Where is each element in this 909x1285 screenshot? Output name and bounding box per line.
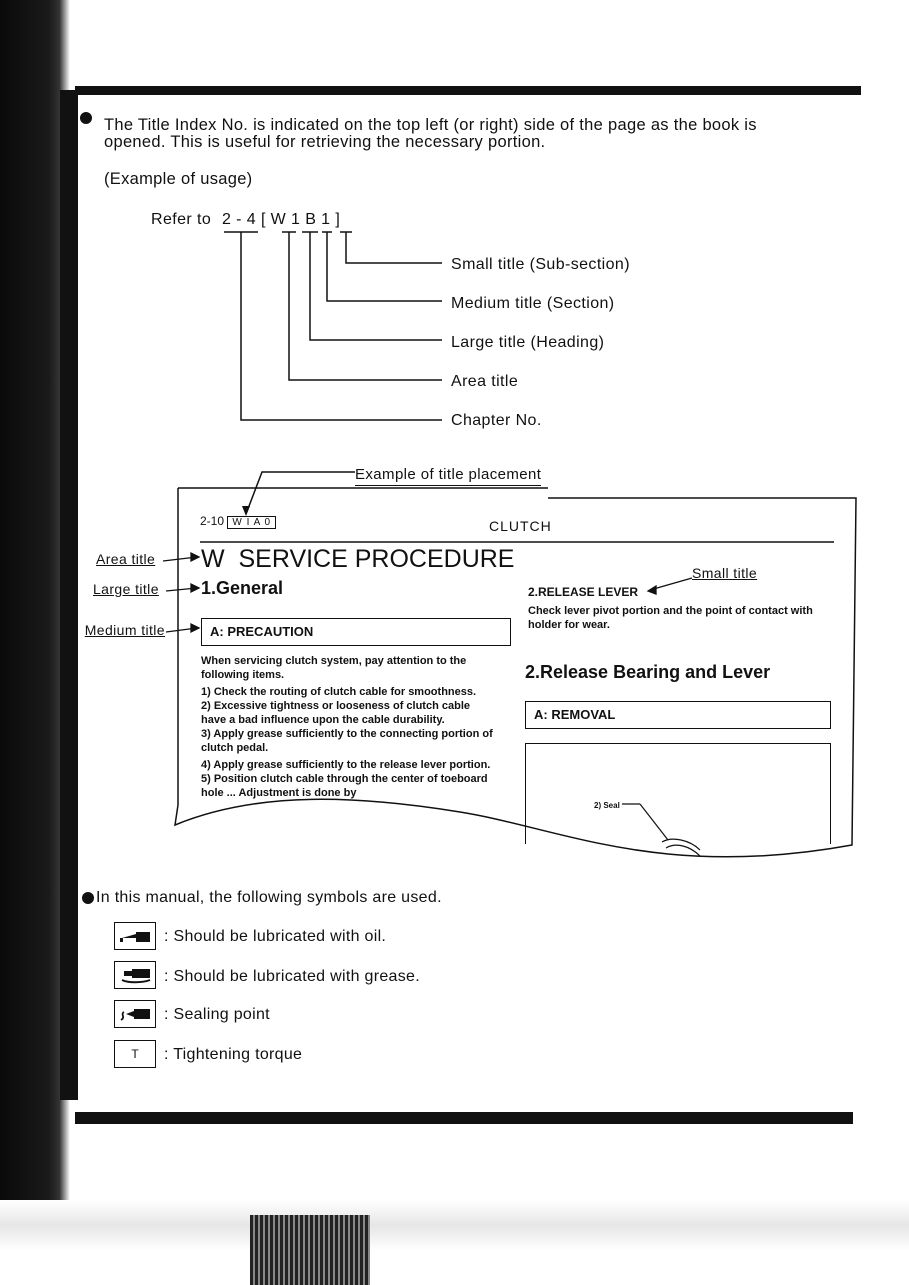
sample-left-line: When servicing clutch system, pay attention to the <box>201 655 467 667</box>
intro-line-2: opened. This is useful for retrieving the necessary portion. <box>104 133 546 151</box>
code-char: W <box>270 211 287 228</box>
code-char: 1 <box>321 211 331 228</box>
code-char: 2 <box>222 211 232 228</box>
sample-left-line: hole ... Adjustment is done by <box>201 787 357 799</box>
label-small-title: Small title (Sub-section) <box>451 256 630 273</box>
symbol-text-torque: : Tightening torque <box>164 1046 303 1063</box>
side-label-area: Area title <box>96 551 156 567</box>
sample-right-line: holder for wear. <box>528 619 610 631</box>
sample-figure-label: 2) Seal <box>594 801 620 810</box>
sample-left-line: 3) Apply grease sufficiently to the connecting portion of <box>201 728 493 740</box>
sealant-tube-icon <box>114 1000 156 1028</box>
bullet-dot <box>82 892 94 904</box>
sample-chapter-heading: CLUTCH <box>489 518 552 534</box>
symbol-text-oil: : Should be lubricated with oil. <box>164 928 387 945</box>
placement-caption: Example of title placement <box>355 466 541 486</box>
symbol-text-sealing: : Sealing point <box>164 1006 270 1023</box>
sample-medium-box-right: A: REMOVAL <box>525 701 831 729</box>
sample-left-line: clutch pedal. <box>201 742 269 754</box>
sample-medium-box-left: A: PRECAUTION <box>201 618 511 646</box>
sample-right-line: Check lever pivot portion and the point of contact with <box>528 605 813 617</box>
sample-left-line: have a bad influence upon the cable durability. <box>201 714 445 726</box>
sample-index-number: 2-10 <box>200 514 225 528</box>
label-medium-title: Medium title (Section) <box>451 295 615 312</box>
symbol-text-grease: : Should be lubricated with grease. <box>164 968 420 985</box>
code-char: ] <box>335 211 341 228</box>
code-char: 4 <box>246 211 257 228</box>
sample-index-box: W I A 0 <box>227 516 276 529</box>
sample-left-line: 2) Excessive tightness or looseness of clutch cable <box>201 700 470 712</box>
torque-t-icon: T <box>114 1040 156 1068</box>
sample-left-line: 4) Apply grease sufficiently to the release lever portion. <box>201 759 491 771</box>
symbols-intro: In this manual, the following symbols are used. <box>96 889 442 906</box>
sample-left-line: following items. <box>201 669 285 681</box>
sample-large-title: 1.General <box>201 578 284 598</box>
side-label-small: Small title <box>692 565 758 581</box>
side-label-large: Large title <box>93 581 159 597</box>
grease-gun-icon <box>114 961 156 989</box>
side-label-medium: Medium title <box>84 622 165 638</box>
bottom-rule <box>75 1112 853 1124</box>
code-char: 1 <box>291 211 301 228</box>
sample-large-title-right: 2.Release Bearing and Lever <box>525 662 771 682</box>
refer-to-label: Refer to <box>151 211 212 228</box>
code-char: - <box>236 211 242 228</box>
label-area-title: Area title <box>451 373 519 390</box>
sample-area-title: W SERVICE PROCEDURE <box>201 545 515 573</box>
example-label: (Example of usage) <box>104 170 253 188</box>
code-char: B <box>305 211 317 228</box>
label-chapter-no: Chapter No. <box>451 412 542 429</box>
code-char: [ <box>260 211 266 228</box>
oil-can-icon <box>114 922 156 950</box>
label-large-title: Large title (Heading) <box>451 334 605 351</box>
sample-left-line: 1) Check the routing of clutch cable for smoothness. <box>201 686 477 698</box>
sample-left-line: 5) Position clutch cable through the center of toeboard <box>201 773 488 785</box>
sample-small-title: 2.RELEASE LEVER <box>528 585 639 599</box>
intro-line-1: The Title Index No. is indicated on the top left (or right) side of the page as the book is <box>104 116 757 134</box>
